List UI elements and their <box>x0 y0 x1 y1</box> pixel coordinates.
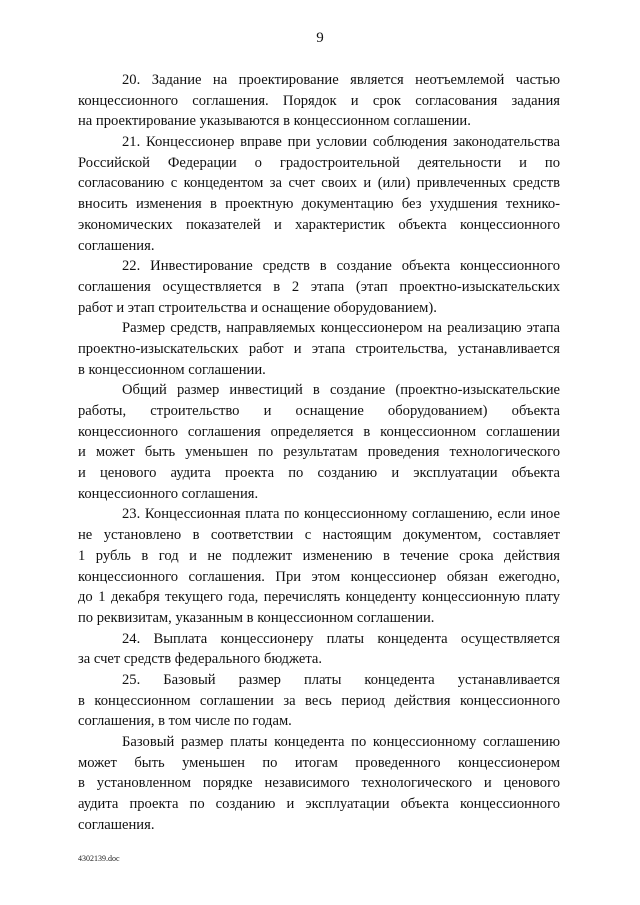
paragraph-p22 <box>78 256 560 318</box>
text-line: Размер средств, направляемых концессионером на реализацию этапа <box>122 320 560 337</box>
text-line: согласованию с концедентом за счет своих и (или) привлеченных средств <box>78 175 560 192</box>
text-line: в установленном порядке независимого технологического и ценового <box>78 775 560 792</box>
document-body <box>78 70 560 835</box>
text-line: по реквизитам, указанным в концессионном соглашении. <box>78 609 435 626</box>
text-line: на проектирование указываются в концессионном соглашении. <box>78 113 471 130</box>
paragraph-p20 <box>78 70 560 132</box>
text-line: не установлено в соответствии с настоящим документом, составляет <box>78 527 560 544</box>
text-line: 24. Выплата концессионеру платы концедента осуществляется <box>122 630 560 647</box>
text-line: 21. Концессионер вправе при условии соблюдения законодательства <box>122 134 560 151</box>
text-line: Российской Федерации о градостроительной деятельности и по <box>78 154 560 171</box>
text-line: Общий размер инвестиций в создание (проектно-изыскательские <box>122 382 560 399</box>
text-line: 25. Базовый размер платы концедента устанавливается <box>122 671 560 688</box>
text-line: концессионного соглашения. <box>78 485 259 502</box>
text-line: работ и этап строительства и оснащение оборудованием). <box>78 299 437 316</box>
text-line: 1 рубль в год и не подлежит изменению в течение срока действия <box>78 547 560 564</box>
text-line: экономических показателей и характеристик объекта концессионного <box>78 216 560 233</box>
text-line: концессионного соглашения. Порядок и срок согласования задания <box>78 92 560 109</box>
paragraph-p22c <box>78 380 560 504</box>
text-line: до 1 декабря текущего года, перечислять концеденту концессионную плату <box>78 589 560 606</box>
paragraph-p22b <box>78 318 560 380</box>
text-line: в концессионном соглашении. <box>78 361 266 378</box>
paragraph-p25 <box>78 670 560 732</box>
text-line: соглашения. <box>78 237 155 254</box>
text-line: и ценового аудита проекта по созданию и эксплуатации объекта <box>78 465 560 482</box>
text-line: Базовый размер платы концедента по концессионному соглашению <box>122 734 560 750</box>
page-number: 9 <box>316 30 324 46</box>
text-line: в концессионном соглашении за весь период действия концессионного <box>78 692 560 709</box>
text-line: концессионного соглашения определяется в концессионном соглашении <box>78 423 560 440</box>
text-line: соглашения осуществляется в 2 этапа (этап проектно-изыскательских <box>78 278 560 295</box>
text-line: и может быть уменьшен по результатам проведения технологического <box>78 444 560 461</box>
text-line: соглашения, в том числе по годам. <box>78 713 292 730</box>
paragraph-p25b <box>78 732 560 835</box>
text-line: за счет средств федерального бюджета. <box>78 651 323 668</box>
text-line: концессионного соглашения. При этом концессионер обязан ежегодно, <box>78 568 560 585</box>
text-line: работы, строительство и оснащение оборудованием) объекта <box>78 403 560 419</box>
text-line: соглашения. <box>78 816 155 833</box>
paragraph-p23 <box>78 504 560 628</box>
text-line: аудита проекта по созданию и эксплуатации объекта концессионного <box>78 796 560 813</box>
document-file-code: 4302139.doc <box>78 854 120 863</box>
text-line: вносить изменения в проектную документацию без ухудшения технико- <box>78 196 560 213</box>
text-line: 20. Задание на проектирование является неотъемлемой частью <box>122 72 560 88</box>
text-line: может быть уменьшен по итогам проведенного концессионером <box>78 754 560 771</box>
text-line: проектно-изыскательских работ и этапа строительства, устанавливается <box>78 340 560 357</box>
paragraph-p24 <box>78 629 560 670</box>
text-line: 22. Инвестирование средств в создание объекта концессионного <box>122 258 560 275</box>
paragraph-p21 <box>78 132 560 256</box>
text-line: 23. Концессионная плата по концессионному соглашению, если иное <box>122 506 560 523</box>
